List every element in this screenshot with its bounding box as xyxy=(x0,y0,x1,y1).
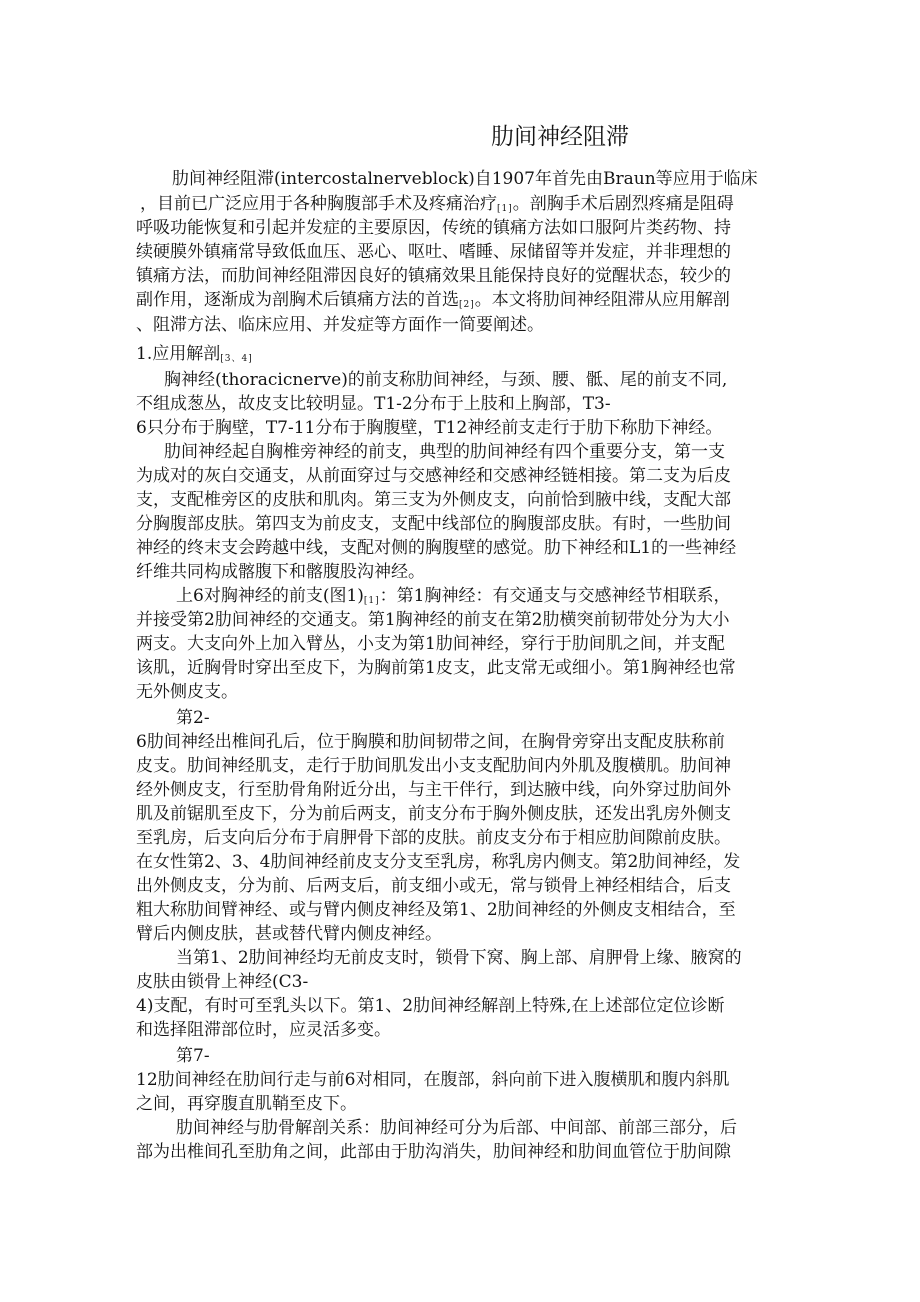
citation: [1] xyxy=(363,596,380,606)
text-line: 两支。大支向外上加入臂丛，小支为第1肋间神经，穿行于肋间肌之间，并支配 xyxy=(136,634,725,654)
text-line: 6肋间神经出椎间孔后，位于胸膜和肋间韧带之间，在胸骨旁穿出支配皮肤称前 xyxy=(136,732,725,752)
text-line: 6只分布于胸壁，T7-11分布于胸腹壁，T12神经前支走行于肋下称肋下神经。 xyxy=(136,418,723,438)
text-line: 第7- xyxy=(176,1046,210,1066)
text-line: 呼吸功能恢复和引起并发症的主要原因，传统的镇痛方法如口服阿片类药物、持 xyxy=(136,218,731,238)
text-line: 纤维共同构成髂腹下和髂腹股沟神经。 xyxy=(136,562,425,582)
text-line: 当第1、2肋间神经均无前皮支时，锁骨下窝、胸上部、肩胛骨上缘、腋窝的 xyxy=(176,948,742,968)
text-line: 肋间神经与肋骨解剖关系：肋间神经可分为后部、中间部、前部三部分，后 xyxy=(176,1118,737,1138)
text-line: 续硬膜外镇痛常导致低血压、恶心、呕吐、嗜睡、尿储留等并发症，并非理想的 xyxy=(136,242,731,262)
text-line: 胸神经(thoracicnerve)的前支称肋间神经，与颈、腰、骶、尾的前支不同, xyxy=(164,370,728,390)
text-line: 肋间神经阻滞(intercostalnerveblock)自1907年首先由Braun等应用于临床 xyxy=(172,169,758,189)
text-line: 镇痛方法，而肋间神经阻滞因良好的镇痛效果且能保持良好的觉醒状态，较少的 xyxy=(136,266,731,286)
page-title: 肋间神经阻滞 xyxy=(491,124,629,150)
citation: [2] xyxy=(459,300,475,310)
text-line: 在女性第2、3、4肋间神经前皮支分支至乳房，称乳房内侧支。第2肋间神经，发 xyxy=(136,852,741,872)
heading-text: 1.应用解剖 xyxy=(136,344,221,364)
text-line: 肌及前锯肌至皮下，分为前后两支，前支分布于胸外侧皮肤，还发出乳房外侧支 xyxy=(136,804,731,824)
text-line: 第2- xyxy=(176,708,210,728)
text-line: 支，支配椎旁区的皮肤和肌肉。第三支为外侧皮支，向前恰到腋中线，支配大部 xyxy=(136,490,731,510)
text-line: 神经的终末支会跨越中线，支配对侧的胸腹壁的感觉。肋下神经和L1的一些神经 xyxy=(136,538,737,558)
text-line: 之间，再穿腹直肌鞘至皮下。 xyxy=(136,1094,357,1114)
section-heading xyxy=(136,342,786,371)
text-line: 12肋间神经在肋间行走与前6对相同，在腹部，斜向前下进入腹横肌和腹内斜肌 xyxy=(136,1070,730,1090)
text-line: 皮支。肋间神经肌支，走行于肋间肌发出小支支配肋间内外肌及腹横肌。肋间神 xyxy=(136,756,731,776)
text-line: 粗大称肋间臂神经、或与臂内侧皮神经及第1、2肋间神经的外侧皮支相结合，至 xyxy=(136,900,736,920)
text-line: 皮肤由锁骨上神经(C3- xyxy=(136,972,309,992)
text-line: 经外侧皮支，行至肋骨角附近分出，与主干伴行，到达腋中线，向外穿过肋间外 xyxy=(136,780,731,800)
citation: [1] xyxy=(497,204,513,214)
text-line: 臂后内侧皮肤，甚或替代臂内侧皮神经。 xyxy=(136,924,442,944)
text-line: 至乳房，后支向后分布于肩胛骨下部的皮肤。前皮支分布于相应肋间隙前皮肤。 xyxy=(136,828,731,848)
text-line: 和选择阻滞部位时，应灵活多变。 xyxy=(136,1020,391,1040)
text-span: 。本文将肋间神经阻滞从应用解剖 xyxy=(474,290,730,310)
text-span: 上6对胸神经的前支(图1) xyxy=(176,586,364,606)
text-span: 副作用，逐渐成为剖胸术后镇痛方法的首选 xyxy=(136,290,459,310)
text-line: 该肌，近胸骨时穿出至皮下，为胸前第1皮支，此支常无或细小。第1胸神经也常 xyxy=(136,658,736,678)
text-span: ：第1胸神经：有交通支与交感神经节相联系， xyxy=(379,586,731,606)
text-line: 部为出椎间孔至肋角之间，此部由于肋沟消失，肋间神经和肋间血管位于肋间隙 xyxy=(136,1142,731,1162)
text-line: 分胸腹部皮肤。第四支为前皮支，支配中线部位的胸腹部皮肤。有时，一些肋间 xyxy=(136,514,731,534)
text-line: 4)支配，有时可至乳头以下。第1、2肋间神经解剖上特殊,在上述部位定位诊断 xyxy=(136,996,725,1016)
text-line: 无外侧皮支。 xyxy=(136,682,238,702)
text-span: ，目前已广泛应用于各种胸腹部手术及疼痛治疗 xyxy=(140,194,497,214)
citation: [3、4] xyxy=(220,354,253,364)
text-line: 出外侧皮支，分为前、后两支后，前支细小或无，常与锁骨上神经相结合，后支 xyxy=(136,876,731,896)
text-line: 肋间神经起自胸椎旁神经的前支，典型的肋间神经有四个重要分支，第一支 xyxy=(164,442,725,462)
text-line: 为成对的灰白交通支，从前面穿过与交感神经和交感神经链相接。第二支为后皮 xyxy=(136,466,731,486)
text-line: 不组成葱丛，故皮支比较明显。T1-2分布于上肢和上胸部，T3- xyxy=(136,394,611,414)
text-span: 。剖胸手术后剧烈疼痛是阻碍 xyxy=(512,194,734,214)
text-line: 并接受第2肋间神经的交通支。第1胸神经的前支在第2肋横突前韧带处分为大小 xyxy=(136,610,730,630)
text-line: 、阻滞方法、临床应用、并发症等方面作一简要阐述。 xyxy=(136,315,544,335)
